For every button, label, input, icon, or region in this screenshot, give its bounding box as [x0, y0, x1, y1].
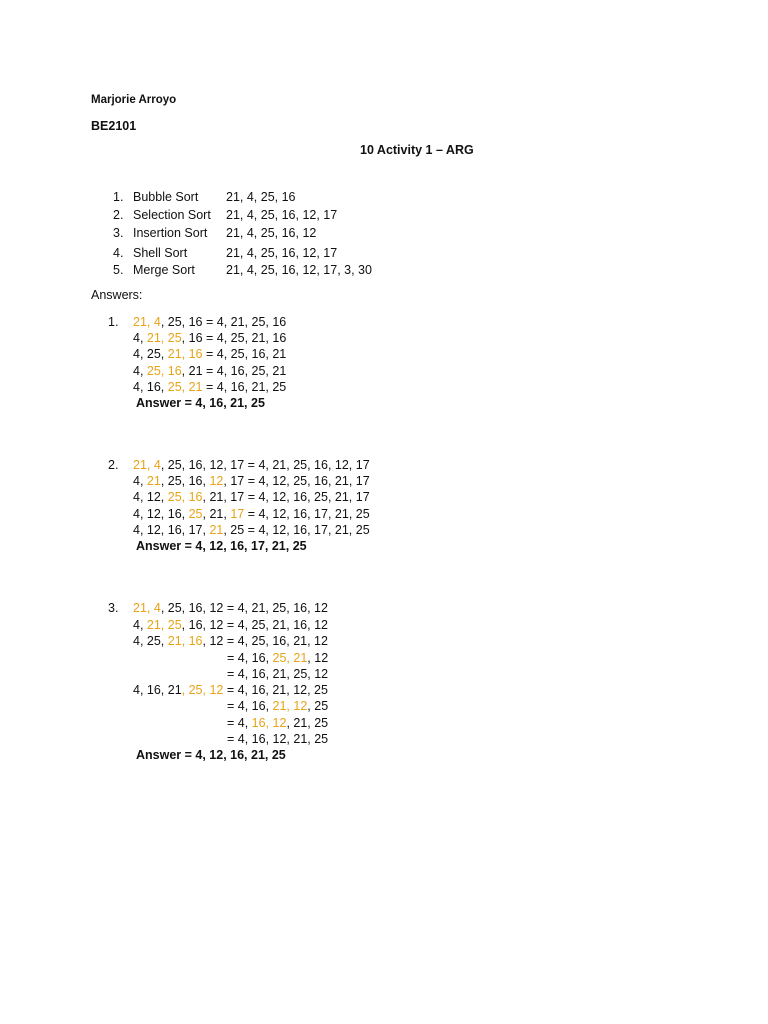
solution-answer: Answer = 4, 12, 16, 21, 25: [136, 748, 286, 762]
solution-step: [227, 698, 328, 714]
highlighted-segment: 21: [146, 474, 161, 488]
problem-number: 4.: [113, 246, 124, 260]
problem-name: Selection Sort: [133, 208, 211, 222]
text-segment: 4, 12, 16,: [133, 507, 189, 521]
text-segment: , 16 = 4, 25, 21, 16: [181, 331, 287, 345]
text-segment: = 4, 16, 12, 21, 25: [227, 732, 329, 746]
text-segment: 4, 25,: [133, 634, 168, 648]
text-segment: 4,: [133, 331, 147, 345]
text-segment: = 4, 16, 21, 25: [202, 380, 287, 394]
text-segment: = 4, 16,: [227, 699, 273, 713]
text-segment: = 4,: [227, 716, 252, 730]
text-segment: , 25 = 4, 12, 16, 17, 21, 25: [223, 523, 370, 537]
text-segment: 4,: [133, 618, 147, 632]
solution-step: [133, 617, 328, 633]
text-segment: 4, 12,: [133, 490, 168, 504]
text-segment: , 25, 16,: [160, 474, 210, 488]
highlighted-segment: 25, 16: [167, 490, 203, 504]
highlighted-segment: 21, 25: [146, 618, 182, 632]
solution-step: [227, 715, 328, 731]
solution-step: [133, 363, 286, 379]
highlighted-segment: 21: [209, 523, 224, 537]
solution-answer: Answer = 4, 12, 16, 17, 21, 25: [136, 539, 307, 553]
text-segment: = 4, 16, 21, 25, 12: [227, 667, 329, 681]
highlighted-segment: 25: [188, 507, 203, 521]
text-segment: 4, 16, 21: [133, 683, 182, 697]
text-segment: , 25, 16, 12 = 4, 21, 25, 16, 12: [160, 601, 328, 615]
text-segment: , 21, 17 = 4, 12, 16, 25, 21, 17: [202, 490, 370, 504]
solution-step: [227, 666, 328, 682]
text-segment: , 21, 25: [286, 716, 329, 730]
solution-step: [133, 379, 286, 395]
text-segment: = 4, 16,: [227, 651, 273, 665]
problem-number: 5.: [113, 263, 124, 277]
highlighted-segment: 25, 21: [167, 380, 203, 394]
solution-number: 1.: [108, 315, 119, 329]
author-name: Marjorie Arroyo: [91, 94, 177, 106]
highlighted-segment: 16, 12: [251, 716, 287, 730]
text-segment: , 25, 16, 12, 17 = 4, 21, 25, 16, 12, 17: [160, 458, 370, 472]
text-segment: , 25, 16 = 4, 21, 25, 16: [160, 315, 287, 329]
text-segment: 4,: [133, 364, 147, 378]
solution-step: [133, 314, 286, 330]
problem-name: Merge Sort: [133, 263, 195, 277]
problem-values: 21, 4, 25, 16, 12, 17, 3, 30: [226, 263, 372, 277]
highlighted-segment: 12: [209, 474, 224, 488]
text-segment: , 17 = 4, 12, 25, 16, 21, 17: [223, 474, 370, 488]
solution-answer: Answer = 4, 16, 21, 25: [136, 396, 265, 410]
text-segment: = 4, 16, 21, 12, 25: [223, 683, 328, 697]
solution-number: 3.: [108, 601, 119, 615]
solution-step: [133, 489, 370, 505]
solution-step: [133, 600, 328, 616]
solution-step: [133, 506, 370, 522]
highlighted-segment: 21, 25: [146, 331, 182, 345]
solution-step: [133, 682, 328, 698]
highlighted-segment: 21, 4: [133, 458, 161, 472]
highlighted-segment: 25, 16: [146, 364, 182, 378]
text-segment: 4, 16,: [133, 380, 168, 394]
problem-values: 21, 4, 25, 16: [226, 190, 296, 204]
problem-values: 21, 4, 25, 16, 12: [226, 226, 317, 240]
text-segment: , 12 = 4, 25, 16, 21, 12: [202, 634, 328, 648]
answers-label: Answers:: [91, 288, 143, 302]
text-segment: , 21 = 4, 16, 25, 21: [181, 364, 287, 378]
solution-step: [133, 633, 328, 649]
highlighted-segment: 21, 12: [272, 699, 308, 713]
problem-values: 21, 4, 25, 16, 12, 17: [226, 208, 338, 222]
text-segment: 4, 25,: [133, 347, 168, 361]
text-segment: , 16, 12 = 4, 25, 21, 16, 12: [181, 618, 328, 632]
text-segment: 4,: [133, 474, 147, 488]
highlighted-segment: 21, 4: [133, 601, 161, 615]
highlighted-segment: , 25, 12: [181, 683, 224, 697]
course-code: BE2101: [91, 119, 137, 133]
solution-step: [227, 650, 328, 666]
solution-step: [227, 731, 328, 747]
highlighted-segment: 17: [230, 507, 245, 521]
text-segment: = 4, 25, 16, 21: [202, 347, 287, 361]
text-segment: = 4, 12, 16, 17, 21, 25: [244, 507, 370, 521]
problem-number: 3.: [113, 226, 124, 240]
text-segment: , 25: [307, 699, 329, 713]
problem-number: 2.: [113, 208, 124, 222]
problem-name: Insertion Sort: [133, 226, 208, 240]
document-title: 10 Activity 1 – ARG: [360, 143, 474, 157]
solution-step: [133, 346, 286, 362]
text-segment: , 21,: [202, 507, 231, 521]
highlighted-segment: 21, 4: [133, 315, 161, 329]
problem-number: 1.: [113, 190, 124, 204]
text-segment: 4, 12, 16, 17,: [133, 523, 210, 537]
solution-step: [133, 522, 370, 538]
text-segment: , 12: [307, 651, 329, 665]
solution-step: [133, 473, 370, 489]
problem-values: 21, 4, 25, 16, 12, 17: [226, 246, 338, 260]
problem-name: Shell Sort: [133, 246, 188, 260]
problem-name: Bubble Sort: [133, 190, 199, 204]
solution-step: [133, 457, 370, 473]
highlighted-segment: 21, 16: [167, 634, 203, 648]
highlighted-segment: 21, 16: [167, 347, 203, 361]
highlighted-segment: 25, 21: [272, 651, 308, 665]
solution-step: [133, 330, 286, 346]
solution-number: 2.: [108, 458, 119, 472]
